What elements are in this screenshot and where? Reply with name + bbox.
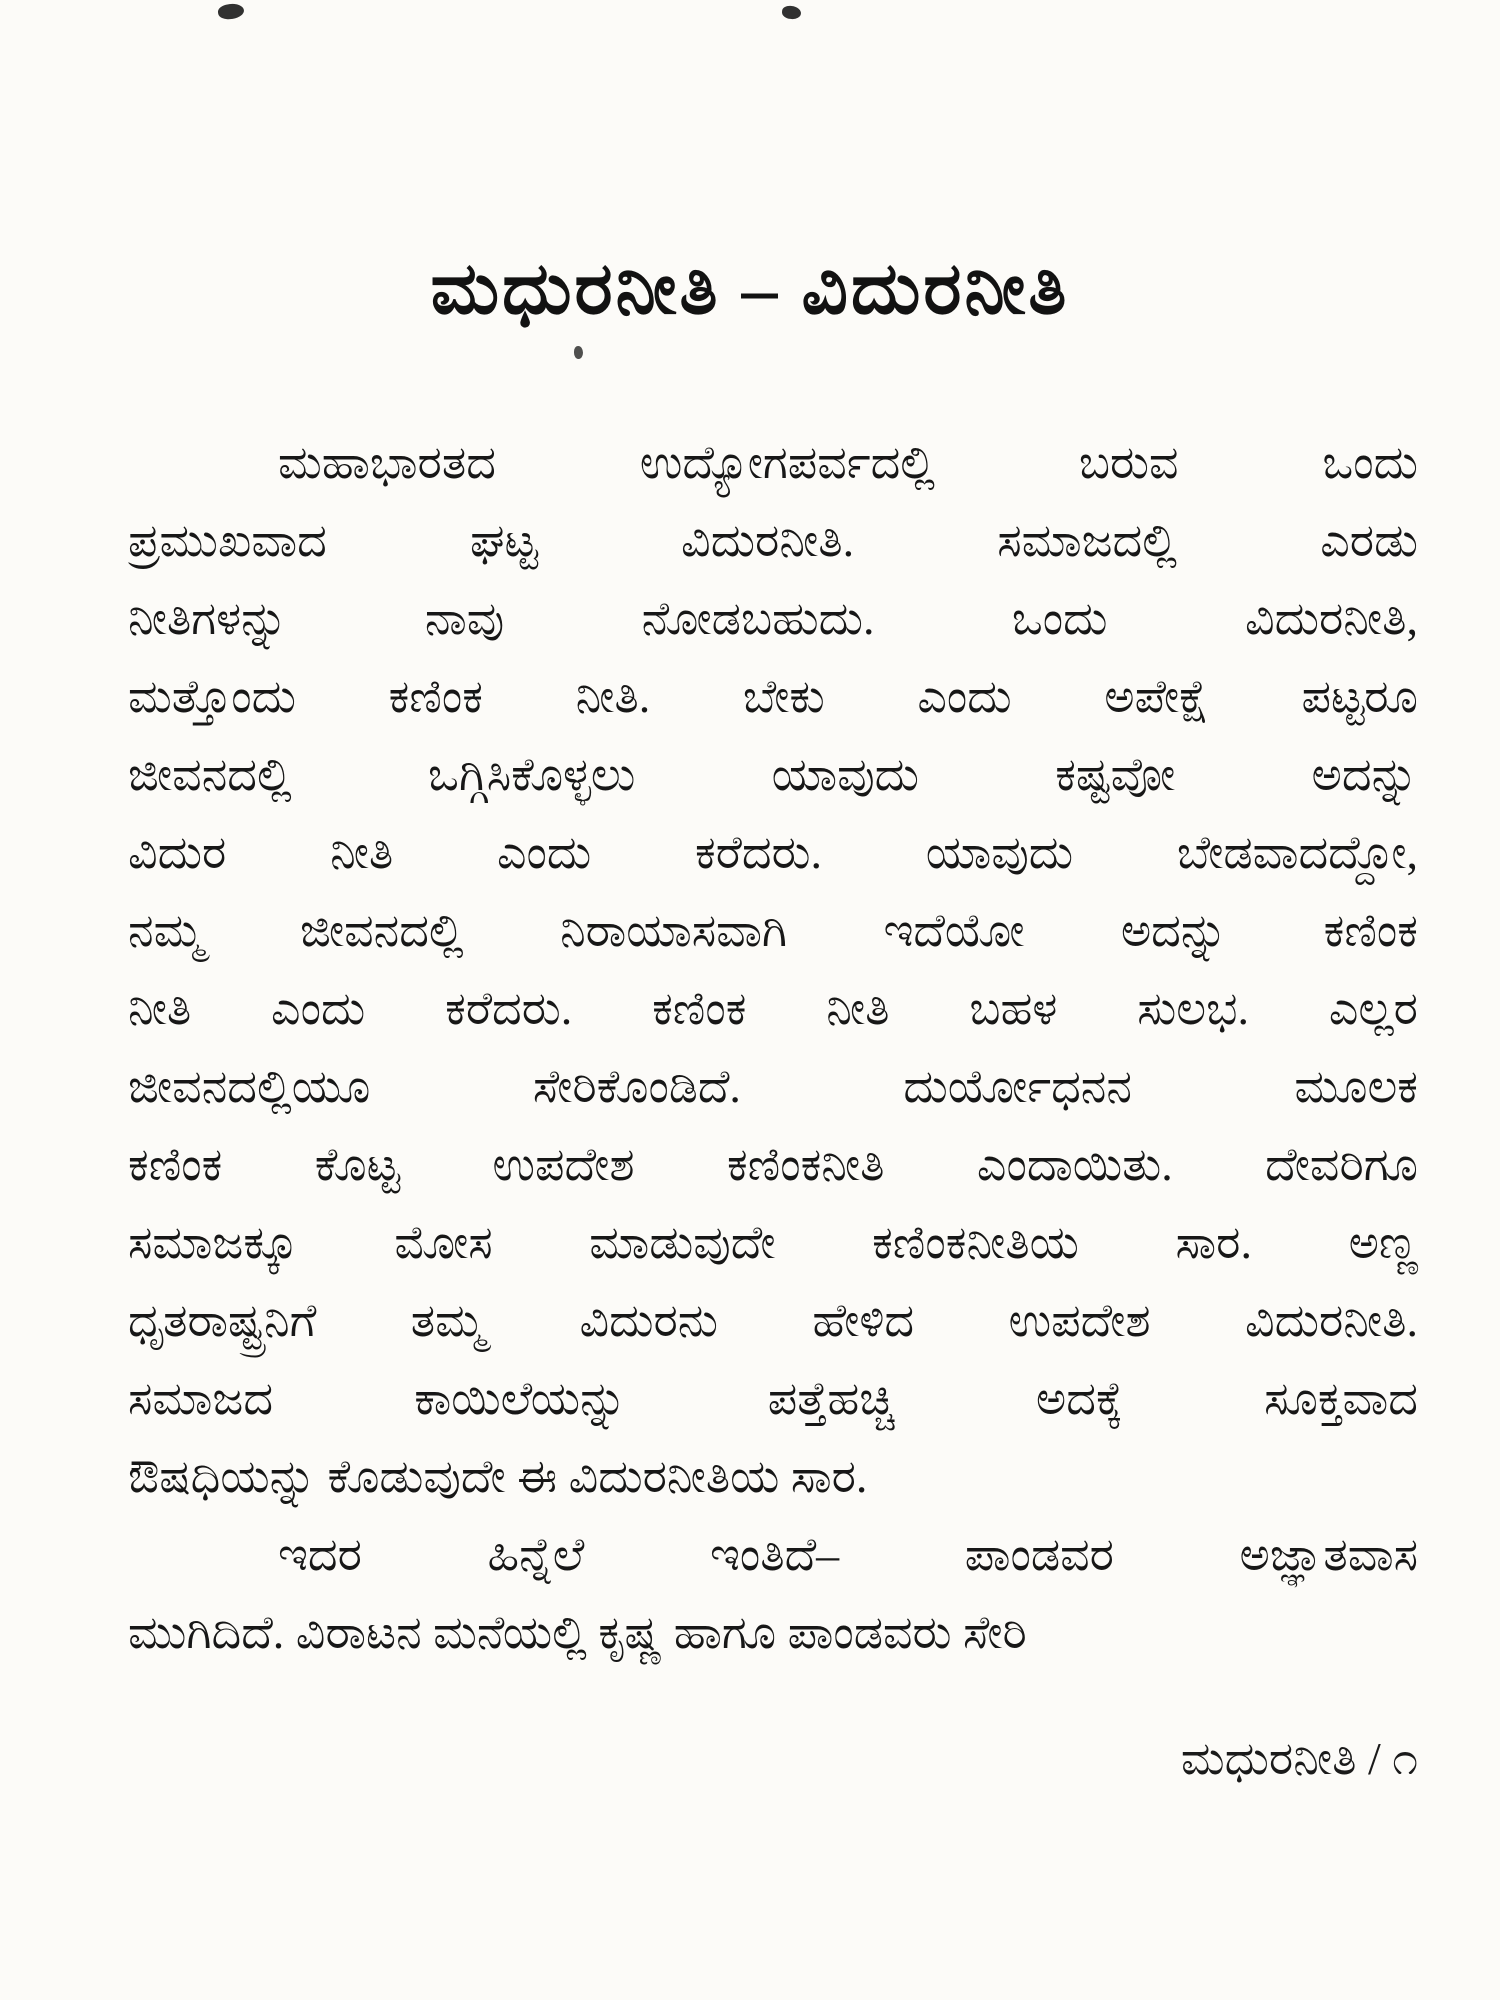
- text-line: ಪ್ರಮುಖವಾದ ಘಟ್ಟ ವಿದುರನೀತಿ. ಸಮಾಜದಲ್ಲಿ ಎರಡು: [128, 515, 1418, 566]
- text-line: ಸಮಾಜಕ್ಕೂ ಮೋಸ ಮಾಡುವುದೇ ಕಣಿಂಕನೀತಿಯ ಸಾರ. ಅಣ್ಣ: [128, 1217, 1418, 1268]
- text-line: ಇದರ ಹಿನ್ನೆಲೆ ಇಂತಿದೆ– ಪಾಂಡವರ ಅಜ್ಞಾತವಾಸ: [278, 1529, 1418, 1580]
- text-line: ಜೀವನದಲ್ಲಿಯೂ ಸೇರಿಕೊಂಡಿದೆ. ದುರ್ಯೋಧನನ ಮೂಲಕ: [128, 1061, 1418, 1112]
- paragraph: [128, 424, 1418, 1516]
- text-line: ನೀತಿ ಎಂದು ಕರೆದರು. ಕಣಿಂಕ ನೀತಿ ಬಹಳ ಸುಲಭ. ಎಲ್ಲರ: [128, 983, 1418, 1034]
- text-line: ನಮ್ಮ ಜೀವನದಲ್ಲಿ ನಿರಾಯಾಸವಾಗಿ ಇದೆಯೋ ಅದನ್ನು ಕಣಿಂಕ: [128, 905, 1418, 956]
- page-footer: ಮಧುರನೀತಿ / ೧: [1180, 1733, 1418, 1784]
- text-line: ಜೀವನದಲ್ಲಿ ಒಗ್ಗಿಸಿಕೊಳ್ಳಲು ಯಾವುದು ಕಷ್ಟವೋ ಅದನ್ನು: [128, 749, 1418, 800]
- scan-artifact: [781, 5, 801, 20]
- text-line: ನೀತಿಗಳನ್ನು ನಾವು ನೋಡಬಹುದು. ಒಂದು ವಿದುರನೀತಿ,: [128, 593, 1418, 644]
- body-text: [128, 424, 1418, 1672]
- text-line: ಸಮಾಜದ ಕಾಯಿಲೆಯನ್ನು ಪತ್ತೆಹಚ್ಚಿ ಅದಕ್ಕೆ ಸೂಕ್ತವಾದ: [128, 1373, 1418, 1424]
- paragraph: [128, 1516, 1418, 1672]
- text-line: ವಿದುರ ನೀತಿ ಎಂದು ಕರೆದರು. ಯಾವುದು ಬೇಡವಾದದ್ದೋ,: [128, 827, 1418, 878]
- scan-artifact: [217, 2, 245, 20]
- scan-artifact: [574, 346, 583, 359]
- text-line: ಕಣಿಂಕ ಕೊಟ್ಟ ಉಪದೇಶ ಕಣಿಂಕನೀತಿ ಎಂದಾಯಿತು. ದೇವರಿಗೂ: [128, 1139, 1418, 1190]
- text-line: ಮಹಾಭಾರತದ ಉದ್ಯೋಗಪರ್ವದಲ್ಲಿ ಬರುವ ಒಂದು: [278, 437, 1418, 488]
- text-line: ಧೃತರಾಷ್ಟ್ರನಿಗೆ ತಮ್ಮ ವಿದುರನು ಹೇಳಿದ ಉಪದೇಶ ವಿದುರನೀತಿ.: [128, 1295, 1418, 1346]
- text-line: ಮತ್ತೊಂದು ಕಣಿಂಕ ನೀತಿ. ಬೇಕು ಎಂದು ಅಪೇಕ್ಷೆ ಪಟ್ಟರೂ: [128, 671, 1418, 722]
- text-line: ಔಷಧಿಯನ್ನು ಕೊಡುವುದೇ ಈ ವಿದುರನೀತಿಯ ಸಾರ.: [128, 1451, 868, 1502]
- text-line: ಮುಗಿದಿದೆ. ವಿರಾಟನ ಮನೆಯಲ್ಲಿ ಕೃಷ್ಣ ಹಾಗೂ ಪಾಂಡವರು ಸೇರಿ: [128, 1607, 1027, 1658]
- page-title: ಮಧುರನೀತಿ – ವಿದುರನೀತಿ: [430, 249, 1070, 330]
